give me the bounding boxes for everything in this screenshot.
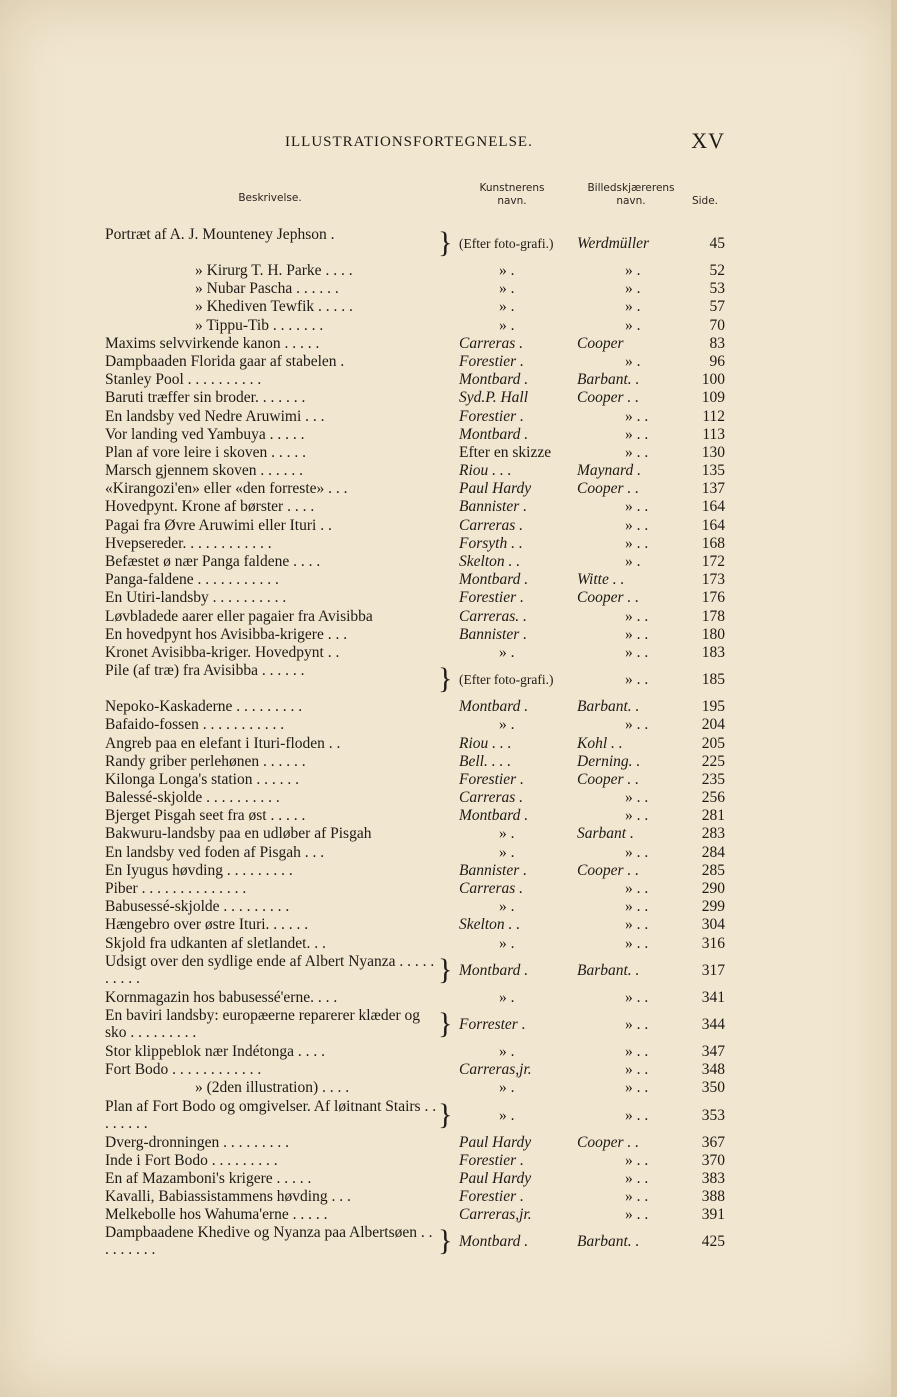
row-description: Kavalli, Babiassistammens høvding . . . — [105, 1188, 351, 1206]
table-row — [105, 898, 725, 916]
row-page: 235 — [701, 770, 725, 788]
row-page: 348 — [701, 1061, 725, 1079]
row-page: 53 — [709, 280, 725, 298]
row-engraver: » . . — [625, 1015, 649, 1033]
row-description: » Nubar Pascha . . . . . . — [195, 280, 339, 298]
row-page: 317 — [701, 961, 725, 979]
row-description: Bjerget Pisgah seet fra øst . . . . . — [105, 807, 306, 825]
row-artist: Carreras . — [459, 334, 524, 352]
row-engraver: Cooper . . — [577, 770, 639, 788]
row-artist: Forestier . — [459, 407, 524, 425]
table-row — [105, 1098, 725, 1134]
row-engraver: » . . — [625, 843, 649, 861]
row-engraver: » . . — [625, 1106, 649, 1124]
row-artist: Carreras . — [459, 516, 524, 534]
table-row — [105, 498, 725, 516]
page-edge — [891, 0, 897, 1397]
row-artist: Bell. . . . — [459, 752, 512, 770]
row-page: 425 — [701, 1233, 725, 1251]
row-engraver: Sarbant . — [577, 825, 634, 843]
table-row — [105, 953, 725, 989]
row-description: Fort Bodo . . . . . . . . . . . . — [105, 1061, 262, 1079]
table-row — [105, 735, 725, 753]
row-page: 347 — [701, 1042, 725, 1060]
row-engraver: Werdmüller — [577, 235, 650, 252]
column-header-artist-line1: Kunstnerens — [479, 182, 545, 194]
row-engraver: Cooper . . — [577, 1133, 639, 1151]
row-description: Baruti træffer sin broder. . . . . . . — [105, 389, 306, 407]
row-engraver: » . . — [625, 671, 649, 689]
row-page: 383 — [701, 1169, 725, 1187]
row-artist: Paul Hardy — [459, 480, 532, 498]
row-artist: Carreras,jr. — [459, 1206, 532, 1224]
row-description: Portræt af A. J. Mounteney Jephson . — [105, 226, 335, 243]
brace-glyph: } — [438, 1097, 453, 1131]
row-artist: Forestier . — [459, 589, 524, 607]
row-artist: Forestier . — [459, 770, 524, 788]
row-page: 168 — [701, 534, 725, 552]
table-row — [105, 317, 725, 335]
row-description: Stor klippeblok nær Indétonga . . . . — [105, 1042, 325, 1060]
row-engraver: » . . — [625, 898, 649, 916]
row-artist: » . — [499, 825, 515, 843]
column-header-engraver — [572, 182, 690, 208]
table-row — [105, 662, 725, 698]
row-artist: Paul Hardy — [459, 1169, 532, 1187]
row-description: Nepoko-Kaskaderne . . . . . . . . . — [105, 698, 303, 716]
row-engraver: » . . — [625, 916, 649, 934]
row-engraver: » . . — [625, 1206, 649, 1224]
row-description: En landsby ved Nedre Aruwimi . . . — [105, 407, 325, 425]
row-page: 70 — [709, 316, 725, 334]
table-row — [105, 1224, 725, 1260]
row-description: Inde i Fort Bodo . . . . . . . . . — [105, 1151, 278, 1169]
row-description: Dampbaaden Florida gaar af stabelen . — [105, 352, 345, 370]
row-engraver: Cooper . . — [577, 389, 639, 407]
row-description: En Utiri-landsby . . . . . . . . . . — [105, 589, 287, 607]
row-page: 109 — [701, 389, 725, 407]
row-artist: Paul Hardy — [459, 1133, 532, 1151]
table-row — [105, 771, 725, 789]
row-page: 281 — [701, 807, 725, 825]
row-page: 283 — [701, 825, 725, 843]
row-engraver: » . . — [625, 443, 649, 461]
row-page: 100 — [701, 371, 725, 389]
row-page: 173 — [701, 571, 725, 589]
row-engraver: » . . — [625, 516, 649, 534]
table-row — [105, 789, 725, 807]
row-artist: Forestier . — [459, 1188, 524, 1206]
row-description: Marsch gjennem skoven . . . . . . — [105, 462, 304, 480]
row-artist: » . — [499, 1079, 515, 1097]
row-engraver: Cooper . . — [577, 589, 639, 607]
table-row — [105, 280, 725, 298]
row-engraver: Cooper . . — [577, 861, 639, 879]
table-row — [105, 462, 725, 480]
row-description: Kilonga Longa's station . . . . . . — [105, 770, 299, 788]
row-engraver: » . . — [625, 988, 649, 1006]
table-row — [105, 626, 725, 644]
row-page: 299 — [701, 898, 725, 916]
row-artist: » . — [499, 316, 515, 334]
row-description: Kronet Avisibba-kriger. Hovedpynt . . — [105, 643, 340, 661]
row-description: Babusessé-skjolde . . . . . . . . . — [105, 898, 290, 916]
row-engraver: » . — [625, 352, 641, 370]
row-description: Dampbaadene Khedive og Nyanza paa Albertsøen . . . . . . . . . — [105, 1224, 433, 1259]
row-page: 367 — [701, 1133, 725, 1151]
table-row — [105, 1079, 725, 1097]
row-description: Pile (af træ) fra Avisibba . . . . . . — [105, 662, 305, 680]
table-row — [105, 862, 725, 880]
column-header-engraver-line2: navn. — [616, 195, 646, 207]
table-row — [105, 517, 725, 535]
row-artist: Forsyth . . — [459, 534, 523, 552]
row-page: 172 — [701, 553, 725, 570]
row-artist: Carreras . — [459, 880, 524, 897]
row-engraver: » . . — [625, 934, 649, 952]
brace-glyph: } — [438, 952, 453, 986]
row-engraver: » . . — [625, 534, 649, 552]
row-page: 290 — [701, 880, 725, 897]
row-page: 180 — [701, 625, 725, 643]
row-page: 176 — [701, 589, 725, 607]
table-row — [105, 480, 725, 498]
row-description: Hovedpynt. Krone af børster . . . . — [105, 498, 315, 516]
row-page: 185 — [701, 671, 725, 689]
row-artist: » . — [499, 262, 515, 279]
row-engraver: Barbant. . — [577, 371, 640, 389]
row-page: 164 — [701, 516, 725, 534]
table-row — [105, 535, 725, 553]
row-page: 285 — [701, 861, 725, 879]
row-page: 164 — [701, 498, 725, 516]
page-title: ILLUSTRATIONSFORTEGNELSE. — [285, 134, 533, 150]
row-page: 205 — [701, 734, 725, 752]
row-artist: Bannister . — [459, 498, 528, 516]
page-number: XV — [691, 128, 725, 153]
row-page: 195 — [701, 698, 725, 716]
row-description: Maxims selvvirkende kanon . . . . . — [105, 334, 320, 352]
row-page: 57 — [709, 298, 725, 316]
row-artist: » . — [499, 988, 515, 1006]
row-engraver: Cooper . . — [577, 480, 639, 498]
row-engraver: Barbant. . — [577, 698, 640, 716]
row-engraver: » . . — [625, 880, 649, 897]
row-page: 225 — [701, 752, 725, 770]
row-artist: » . — [499, 934, 515, 952]
table-row — [105, 1043, 725, 1061]
row-artist: Forestier . — [459, 1151, 524, 1169]
row-engraver: » . — [625, 280, 641, 298]
table-row — [105, 1007, 725, 1043]
table-row — [105, 426, 725, 444]
table-row — [105, 553, 725, 571]
row-page: 350 — [701, 1079, 725, 1097]
row-description: Hængebro over østre Ituri. . . . . . — [105, 916, 309, 934]
table-row — [105, 1061, 725, 1079]
row-artist: Montbard . — [459, 807, 529, 825]
brace-glyph: } — [438, 662, 453, 696]
row-artist: Riou . . . — [459, 734, 512, 752]
row-description: Løvbladede aarer eller pagaier fra Avisibba — [105, 607, 373, 625]
row-page: 178 — [701, 607, 725, 625]
row-artist: Montbard . — [459, 371, 529, 389]
row-page: 204 — [701, 716, 725, 734]
column-header-artist-line2: navn. — [497, 195, 527, 207]
row-artist: Forestier . — [459, 352, 524, 370]
row-artist: Carreras . — [459, 789, 524, 807]
table-row — [105, 371, 725, 389]
table-row — [105, 1206, 725, 1224]
row-description: Dverg-dronningen . . . . . . . . . — [105, 1133, 289, 1151]
row-engraver: » . . — [625, 1151, 649, 1169]
table-row — [105, 226, 725, 262]
row-page: 130 — [701, 443, 725, 461]
row-engraver: Cooper — [577, 334, 624, 352]
row-engraver: Barbant. . — [577, 961, 640, 979]
row-engraver: » . . — [625, 625, 649, 643]
row-description: Randy griber perlehønen . . . . . . — [105, 752, 306, 770]
table-row — [105, 880, 725, 898]
row-page: 45 — [709, 235, 725, 252]
row-engraver: Barbant. . — [577, 1233, 640, 1251]
brace-glyph: } — [438, 1224, 453, 1258]
table-row — [105, 753, 725, 771]
row-page: 388 — [701, 1188, 725, 1206]
row-engraver: » . . — [625, 607, 649, 625]
row-engraver: » . . — [625, 1188, 649, 1206]
table-row — [105, 916, 725, 934]
table-row — [105, 444, 725, 462]
row-artist: Riou . . . — [459, 462, 512, 480]
row-artist: (Efter foto-grafi.) — [459, 672, 554, 688]
row-artist: Efter en skizze — [459, 443, 552, 461]
row-engraver: » . . — [625, 643, 649, 661]
column-header-artist — [462, 182, 562, 208]
row-engraver: » . — [625, 262, 641, 279]
row-page: 83 — [709, 334, 725, 352]
table-row — [105, 298, 725, 316]
row-description: » Tippu-Tib . . . . . . . — [195, 316, 324, 334]
row-artist: Carreras,jr. — [459, 1061, 532, 1079]
row-artist: » . — [499, 298, 515, 316]
row-page: 96 — [709, 352, 725, 370]
row-page: 256 — [701, 789, 725, 807]
brace-glyph: } — [438, 1006, 453, 1040]
row-page: 183 — [701, 643, 725, 661]
row-engraver: Kohl . . — [577, 734, 623, 752]
table-row — [105, 1170, 725, 1188]
row-artist: » . — [499, 1106, 515, 1124]
row-description: En Iyugus høvding . . . . . . . . . — [105, 861, 293, 879]
row-engraver: » . . — [625, 716, 649, 734]
page-header — [285, 128, 725, 154]
row-page: 112 — [702, 407, 725, 425]
row-page: 284 — [701, 843, 725, 861]
row-engraver: » . — [625, 553, 641, 570]
row-engraver: » . . — [625, 1061, 649, 1079]
row-engraver: » . . — [625, 1042, 649, 1060]
row-page: 52 — [709, 262, 725, 279]
row-page: 137 — [701, 480, 725, 498]
row-page: 304 — [701, 916, 725, 934]
row-engraver: » . — [625, 298, 641, 316]
row-description: Kornmagazin hos babusessé'erne. . . . — [105, 988, 338, 1006]
row-artist: (Efter foto-grafi.) — [459, 236, 554, 251]
row-artist: » . — [499, 643, 515, 661]
row-artist: Montbard . — [459, 698, 529, 716]
row-artist: Skelton . . — [459, 553, 521, 570]
table-row — [105, 1188, 725, 1206]
row-engraver: » . . — [625, 407, 649, 425]
row-description: «Kirangozi'en» eller «den forreste» . . . — [105, 480, 348, 498]
illustration-list — [105, 226, 725, 1260]
row-artist: » . — [499, 898, 515, 916]
table-row — [105, 335, 725, 353]
row-description: Vor landing ved Yambuya . . . . . — [105, 425, 305, 443]
row-description: » Khediven Tewfik . . . . . — [195, 298, 353, 316]
table-row — [105, 1152, 725, 1170]
row-description: En landsby ved foden af Pisgah . . . — [105, 843, 325, 861]
row-description: » (2den illustration) . . . . — [195, 1079, 350, 1097]
row-artist: » . — [499, 843, 515, 861]
row-artist: Montbard . — [459, 961, 529, 979]
row-artist: Forrester . — [459, 1015, 526, 1033]
row-engraver: » . . — [625, 425, 649, 443]
row-artist: Montbard . — [459, 425, 529, 443]
table-row — [105, 1134, 725, 1152]
row-engraver: » . — [625, 316, 641, 334]
row-description: Balessé-skjolde . . . . . . . . . . — [105, 789, 280, 807]
row-engraver: Derning. . — [577, 752, 641, 770]
column-header-description — [230, 192, 310, 205]
table-row — [105, 571, 725, 589]
row-artist: Bannister . — [459, 861, 528, 879]
row-page: 113 — [702, 425, 725, 443]
row-description: En af Mazamboni's krigere . . . . . — [105, 1169, 312, 1187]
row-page: 391 — [701, 1206, 725, 1224]
table-row — [105, 644, 725, 662]
row-description: Bakwuru-landsby paa en udløber af Pisgah — [105, 825, 372, 843]
brace-glyph: } — [438, 226, 453, 259]
row-page: 135 — [701, 462, 725, 480]
row-description: » Kirurg T. H. Parke . . . . — [195, 262, 353, 279]
row-description: Stanley Pool . . . . . . . . . . — [105, 371, 262, 389]
column-header-page-label: Side. — [691, 195, 719, 207]
row-artist: Bannister . — [459, 625, 528, 643]
table-row — [105, 589, 725, 607]
row-description: Befæstet ø nær Panga faldene . . . . — [105, 553, 321, 570]
row-engraver: » . . — [625, 807, 649, 825]
table-row — [105, 698, 725, 716]
row-description: Plan af vore leire i skoven . . . . . — [105, 443, 307, 461]
row-artist: Montbard . — [459, 571, 529, 589]
row-engraver: Witte . . — [577, 571, 625, 589]
row-engraver: Maynard . — [577, 462, 641, 480]
row-description: Angreb paa en elefant i Ituri-floden . . — [105, 734, 341, 752]
row-description: Bafaido-fossen . . . . . . . . . . . — [105, 716, 285, 734]
row-artist: » . — [499, 1042, 515, 1060]
table-row — [105, 716, 725, 734]
table-row — [105, 989, 725, 1007]
row-description: En baviri landsby: europæerne reparerer klæder og sko . . . . . . . . . — [105, 1006, 421, 1041]
row-page: 344 — [701, 1015, 725, 1033]
row-page: 316 — [701, 934, 725, 952]
row-engraver: » . . — [625, 1169, 649, 1187]
row-description: Piber . . . . . . . . . . . . . . — [105, 880, 247, 897]
row-description: Plan af Fort Bodo og omgivelser. Af løitnant Stairs . . . . . . . . — [105, 1097, 437, 1132]
row-artist: Skelton . . — [459, 916, 521, 934]
table-row — [105, 807, 725, 825]
column-header-description-label: Beskrivelse. — [238, 192, 302, 204]
row-description: Udsigt over den sydlige ende af Albert Nyanza . . . . . . . . . . — [105, 952, 435, 987]
row-artist: Carreras. . — [459, 607, 527, 625]
column-header-engraver-line1: Billedskjærerens — [587, 182, 675, 194]
table-row — [105, 389, 725, 407]
row-page: 353 — [701, 1106, 725, 1124]
row-artist: » . — [499, 280, 515, 298]
row-page: 341 — [701, 988, 725, 1006]
row-engraver: » . . — [625, 1079, 649, 1097]
row-artist: » . — [499, 716, 515, 734]
table-row — [105, 262, 725, 280]
table-row — [105, 353, 725, 371]
row-description: Skjold fra udkanten af sletlandet. . . — [105, 934, 326, 952]
row-artist: Montbard . — [459, 1233, 529, 1251]
row-description: En hovedpynt hos Avisibba-krigere . . . — [105, 625, 348, 643]
row-description: Panga-faldene . . . . . . . . . . . — [105, 571, 279, 589]
row-description: Pagai fra Øvre Aruwimi eller Ituri . . — [105, 516, 332, 534]
column-header-page — [685, 195, 725, 208]
row-description: Melkebolle hos Wahuma'erne . . . . . — [105, 1206, 328, 1224]
row-description: Hvepsereder. . . . . . . . . . . . — [105, 534, 272, 552]
row-page: 370 — [701, 1151, 725, 1169]
table-row — [105, 608, 725, 626]
table-row — [105, 844, 725, 862]
table-row — [105, 408, 725, 426]
row-engraver: » . . — [625, 789, 649, 807]
table-row — [105, 825, 725, 843]
row-artist: Syd.P. Hall — [459, 389, 529, 407]
row-engraver: » . . — [625, 498, 649, 516]
table-row — [105, 935, 725, 953]
